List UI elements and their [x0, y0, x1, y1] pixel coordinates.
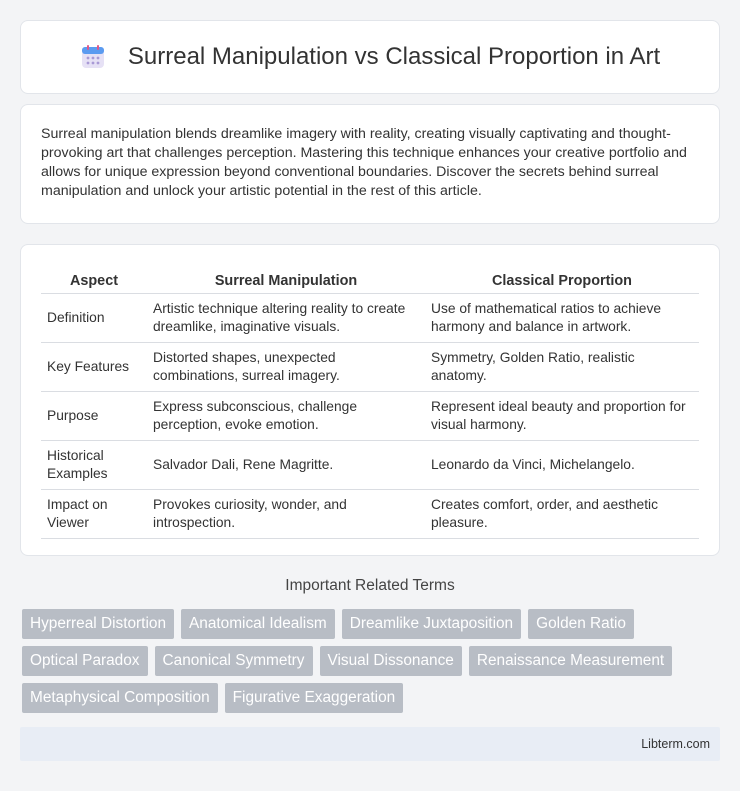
related-terms-list [22, 609, 712, 720]
table-cell-aspect: Historical Examples [41, 441, 147, 490]
comparison-table [41, 264, 699, 539]
intro-text: Surreal manipulation blends dreamlike imagery with reality, creating visually captivating and thought-provoking art that challenges perception. Mastering this technique enhances your creative portfolio and allows for unique expression beyond conventional boundaries. Discover the secrets behind surreal manipulation and unlock your artistic potential in the rest of this article. [41, 126, 687, 199]
header-classical: Classical Proportion [425, 264, 699, 294]
related-term-tag[interactable]: Anatomical Idealism [181, 609, 335, 639]
table-cell-surreal: Salvador Dali, Rene Magritte. [147, 441, 425, 490]
related-terms-title: Important Related Terms [285, 577, 455, 594]
table-cell-surreal: Artistic technique altering reality to create dreamlike, imaginative visuals. [147, 294, 425, 343]
related-term-tag[interactable]: Hyperreal Distortion [22, 609, 174, 639]
related-term-tag[interactable]: Renaissance Measurement [469, 646, 672, 676]
intro-card [20, 104, 720, 224]
page-title: Surreal Manipulation vs Classical Proportion in Art [127, 43, 661, 70]
table-cell-classical: Use of mathematical ratios to achieve harmony and balance in artwork. [425, 294, 699, 343]
table-cell-surreal: Distorted shapes, unexpected combinations, surreal imagery. [147, 343, 425, 392]
table-cell-classical: Symmetry, Golden Ratio, realistic anatomy. [425, 343, 699, 392]
footer-site-link[interactable]: Libterm.com [641, 737, 710, 751]
related-term-tag[interactable]: Metaphysical Composition [22, 683, 218, 713]
related-term-tag[interactable]: Visual Dissonance [320, 646, 462, 676]
title-card [20, 20, 720, 94]
header-aspect: Aspect [41, 264, 147, 294]
table-cell-surreal: Express subconscious, challenge perception, evoke emotion. [147, 392, 425, 441]
related-term-tag[interactable]: Optical Paradox [22, 646, 148, 676]
footer [20, 727, 720, 761]
table-cell-aspect: Key Features [41, 343, 147, 392]
table-header-row [41, 264, 699, 294]
calendar-icon [80, 44, 106, 70]
table-cell-aspect: Purpose [41, 392, 147, 441]
table-row [41, 441, 699, 490]
table-cell-surreal: Provokes curiosity, wonder, and introspection. [147, 490, 425, 539]
table-cell-classical: Creates comfort, order, and aesthetic pleasure. [425, 490, 699, 539]
related-term-tag[interactable]: Dreamlike Juxtaposition [342, 609, 521, 639]
related-term-tag[interactable]: Figurative Exaggeration [225, 683, 404, 713]
header-surreal: Surreal Manipulation [147, 264, 425, 294]
table-cell-aspect: Impact on Viewer [41, 490, 147, 539]
table-row [41, 343, 699, 392]
related-term-tag[interactable]: Golden Ratio [528, 609, 634, 639]
table-row [41, 490, 699, 539]
comparison-table-card [20, 244, 720, 556]
table-cell-classical: Represent ideal beauty and proportion for visual harmony. [425, 392, 699, 441]
table-row [41, 294, 699, 343]
related-term-tag[interactable]: Canonical Symmetry [155, 646, 313, 676]
table-cell-classical: Leonardo da Vinci, Michelangelo. [425, 441, 699, 490]
table-cell-aspect: Definition [41, 294, 147, 343]
table-row [41, 392, 699, 441]
